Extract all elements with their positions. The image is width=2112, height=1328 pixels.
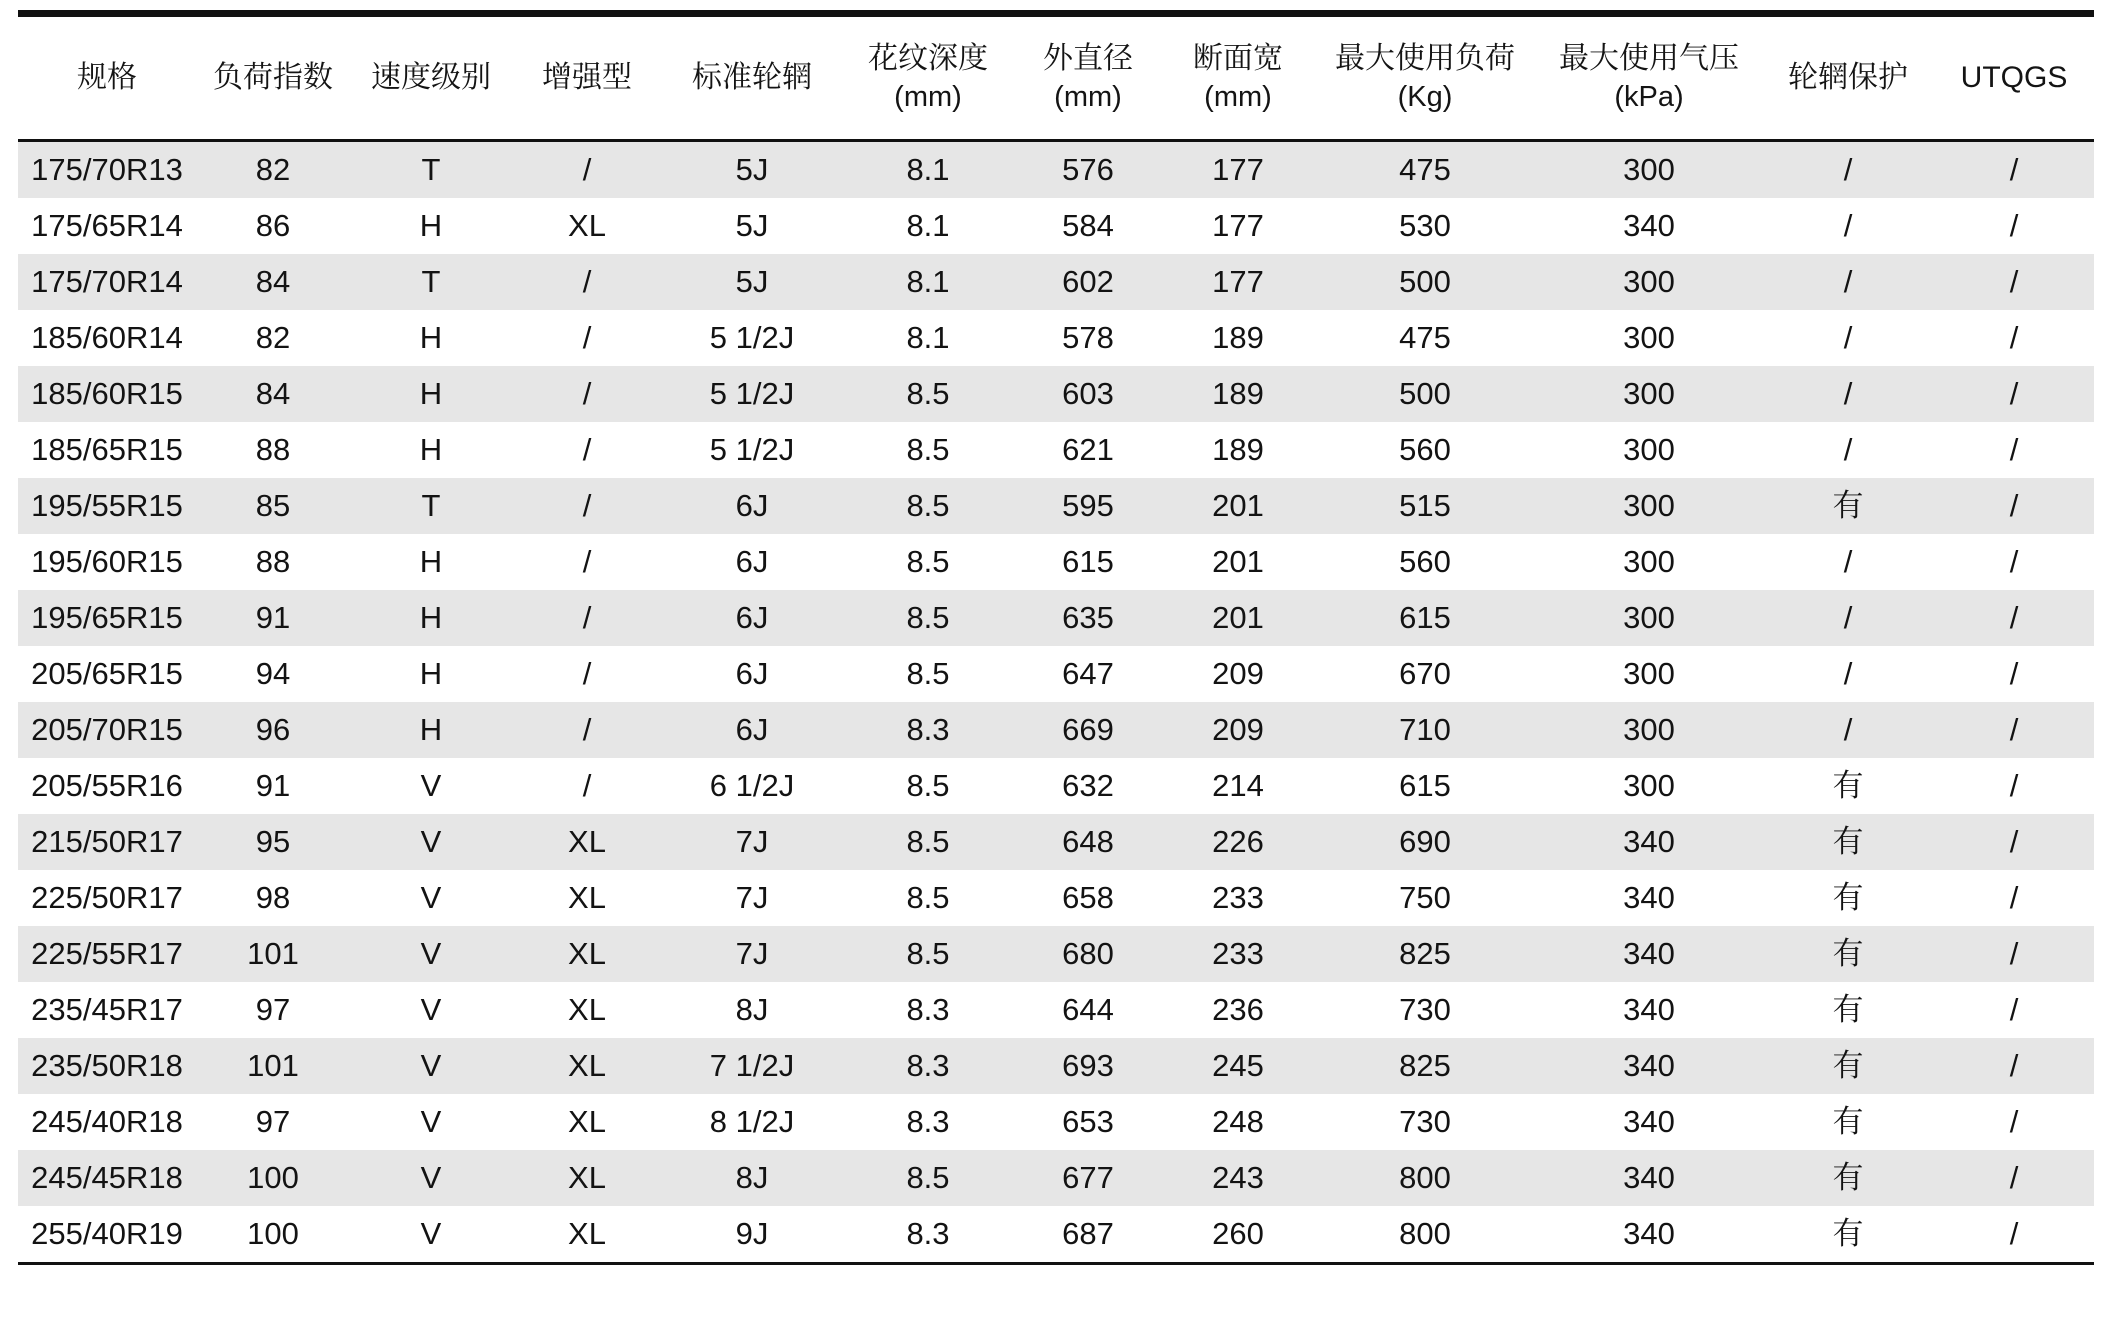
table-cell: /: [512, 702, 662, 758]
table-cell: 578: [1062, 320, 1114, 356]
table-cell: 255/40R19: [18, 1206, 196, 1264]
table-cell: 226: [1162, 814, 1314, 870]
table-cell: /: [582, 768, 592, 804]
table-cell: 8 1/2J: [709, 1104, 795, 1140]
table-cell: 91: [255, 768, 291, 804]
table-cell: H: [350, 590, 512, 646]
table-cell: XL: [568, 880, 606, 916]
table-cell: /: [1843, 208, 1853, 244]
table-cell: 201: [1162, 590, 1314, 646]
table-cell: 6J: [735, 656, 769, 692]
table-cell: 340: [1536, 1206, 1762, 1264]
table-cell: V: [350, 1206, 512, 1264]
table-cell: 7J: [662, 926, 842, 982]
table-cell: 235/50R18: [18, 1038, 196, 1094]
table-row: [18, 814, 2094, 870]
table-cell: 84: [196, 366, 350, 422]
table-cell: 8.5: [842, 926, 1014, 982]
table-cell: 669: [1014, 702, 1162, 758]
table-cell: /: [582, 432, 592, 468]
table-cell: 177: [1162, 141, 1314, 199]
table-cell: 8.5: [842, 478, 1014, 534]
column-header-3: [512, 14, 662, 141]
table-cell: 209: [1212, 656, 1264, 692]
table-cell: /: [2009, 992, 2019, 1028]
table-cell: 195/55R15: [18, 478, 196, 534]
table-cell: 300: [1536, 366, 1762, 422]
column-header-label: 速度级别: [371, 60, 491, 94]
table-cell: XL: [568, 208, 606, 244]
table-cell: 97: [255, 1104, 291, 1140]
column-header-label: 轮辋保护: [1788, 60, 1908, 94]
column-header-unit: (mm): [1204, 80, 1272, 113]
table-row: [18, 646, 2094, 702]
table-cell: 233: [1162, 926, 1314, 982]
table-cell: 800: [1314, 1150, 1536, 1206]
table-cell: 260: [1162, 1206, 1314, 1264]
table-cell: 225/55R17: [18, 926, 196, 982]
table-cell: 8.5: [906, 880, 950, 916]
table-cell: /: [1843, 656, 1853, 692]
table-cell: 有: [1762, 478, 1934, 534]
table-cell: H: [419, 656, 443, 692]
table-cell: 8.1: [842, 254, 1014, 310]
table-cell: 195/65R15: [18, 590, 196, 646]
table-row: [18, 590, 2094, 646]
table-cell: 100: [196, 1150, 350, 1206]
table-cell: 有: [1832, 1104, 1864, 1140]
table-cell: 340: [1623, 1104, 1675, 1140]
column-header-2: [350, 14, 512, 141]
table-row: [18, 926, 2094, 982]
table-cell: 8.3: [842, 702, 1014, 758]
table-cell: 750: [1399, 880, 1451, 916]
table-cell: 8.5: [842, 366, 1014, 422]
table-row: [18, 1150, 2094, 1206]
table-cell: 205/70R15: [18, 702, 196, 758]
table-cell: 6J: [662, 702, 842, 758]
table-cell: 5J: [662, 254, 842, 310]
table-cell: V: [350, 926, 512, 982]
table-cell: /: [1934, 1206, 2094, 1264]
table-cell: /: [2009, 656, 2019, 692]
table-cell: /: [1934, 926, 2094, 982]
table-cell: 189: [1162, 366, 1314, 422]
column-header-1: [196, 14, 350, 141]
table-cell: 177: [1212, 208, 1264, 244]
table-cell: 800: [1314, 1206, 1536, 1264]
table-cell: 177: [1162, 254, 1314, 310]
table-cell: 560: [1399, 544, 1451, 580]
table-cell: 91: [196, 590, 350, 646]
table-cell: 648: [1014, 814, 1162, 870]
table-cell: 615: [1062, 544, 1114, 580]
column-header-label: 负荷指数: [213, 60, 333, 94]
table-cell: 653: [1062, 1104, 1114, 1140]
column-header-8: [1314, 14, 1536, 141]
column-header-label: 增强型: [542, 60, 632, 94]
column-header-unit: (Kg): [1397, 80, 1453, 113]
table-cell: 101: [196, 926, 350, 982]
table-cell: 658: [1062, 880, 1114, 916]
table-cell: 300: [1536, 590, 1762, 646]
table-row: [18, 478, 2094, 534]
table-cell: /: [512, 141, 662, 199]
tire-spec-sheet: [0, 10, 2112, 1328]
table-cell: 635: [1014, 590, 1162, 646]
table-cell: 602: [1014, 254, 1162, 310]
table-row: [18, 310, 2094, 366]
table-cell: 615: [1314, 590, 1536, 646]
table-cell: 621: [1062, 432, 1114, 468]
table-cell: 730: [1399, 1104, 1451, 1140]
table-cell: /: [2009, 544, 2019, 580]
table-cell: 340: [1536, 1038, 1762, 1094]
table-cell: 88: [255, 432, 291, 468]
table-cell: 8.5: [842, 1150, 1014, 1206]
column-header-label: 外直径: [1043, 42, 1133, 76]
table-cell: 88: [255, 544, 291, 580]
table-cell: 175/65R14: [31, 208, 183, 244]
table-cell: /: [2009, 880, 2019, 916]
table-cell: XL: [512, 1150, 662, 1206]
table-cell: XL: [512, 926, 662, 982]
table-cell: 8.5: [906, 768, 950, 804]
table-cell: /: [512, 590, 662, 646]
table-cell: /: [1934, 478, 2094, 534]
table-cell: 245/40R18: [31, 1104, 183, 1140]
table-cell: /: [1762, 141, 1934, 199]
table-cell: 有: [1832, 768, 1864, 804]
table-cell: /: [1934, 590, 2094, 646]
column-header-label: 规格: [77, 60, 137, 94]
table-cell: 6J: [662, 590, 842, 646]
table-cell: 300: [1536, 141, 1762, 199]
table-cell: 101: [196, 1038, 350, 1094]
table-cell: 8J: [735, 992, 769, 1028]
table-cell: 603: [1014, 366, 1162, 422]
table-cell: /: [1843, 320, 1853, 356]
table-cell: 340: [1536, 1150, 1762, 1206]
header-row: [18, 14, 2094, 141]
table-cell: XL: [512, 814, 662, 870]
table-cell: H: [350, 366, 512, 422]
table-cell: 189: [1212, 320, 1264, 356]
table-cell: 有: [1762, 814, 1934, 870]
table-cell: XL: [512, 1206, 662, 1264]
table-cell: 340: [1623, 992, 1675, 1028]
table-row: [18, 1038, 2094, 1094]
table-cell: /: [1843, 544, 1853, 580]
table-cell: 有: [1762, 1150, 1934, 1206]
column-header-4: [662, 14, 842, 141]
table-cell: /: [2009, 432, 2019, 468]
table-cell: /: [1762, 702, 1934, 758]
table-cell: T: [350, 254, 512, 310]
table-cell: 185/65R15: [31, 432, 183, 468]
table-row: [18, 366, 2094, 422]
table-cell: 有: [1762, 926, 1934, 982]
table-cell: T: [350, 478, 512, 534]
table-cell: 340: [1536, 814, 1762, 870]
table-cell: 82: [196, 141, 350, 199]
table-cell: /: [1762, 254, 1934, 310]
table-cell: XL: [568, 1104, 606, 1140]
table-cell: 175/70R14: [18, 254, 196, 310]
table-row: [18, 702, 2094, 758]
table-cell: /: [1934, 141, 2094, 199]
table-cell: /: [512, 478, 662, 534]
column-header-10: [1762, 14, 1934, 141]
table-cell: 300: [1623, 656, 1675, 692]
table-cell: XL: [568, 992, 606, 1028]
table-cell: 5 1/2J: [709, 432, 795, 468]
table-cell: 8.5: [842, 590, 1014, 646]
table-cell: 85: [196, 478, 350, 534]
table-row: [18, 758, 2094, 814]
table-cell: /: [1934, 366, 2094, 422]
table-cell: /: [1762, 590, 1934, 646]
table-cell: H: [419, 320, 443, 356]
table-cell: 5 1/2J: [709, 320, 795, 356]
table-cell: 245: [1162, 1038, 1314, 1094]
table-cell: V: [420, 1104, 442, 1140]
table-cell: 84: [196, 254, 350, 310]
table-cell: /: [512, 254, 662, 310]
table-cell: 825: [1314, 1038, 1536, 1094]
table-cell: 86: [255, 208, 291, 244]
column-header-9: [1536, 14, 1762, 141]
table-cell: 185/60R14: [31, 320, 183, 356]
table-row: [18, 254, 2094, 310]
table-cell: 500: [1314, 254, 1536, 310]
table-cell: V: [350, 1038, 512, 1094]
table-cell: 215/50R17: [18, 814, 196, 870]
column-header-label: 花纹深度: [868, 42, 988, 76]
table-cell: 8.1: [906, 320, 950, 356]
table-cell: 94: [255, 656, 291, 692]
table-cell: 475: [1314, 141, 1536, 199]
table-cell: 5 1/2J: [662, 366, 842, 422]
table-cell: 515: [1314, 478, 1536, 534]
table-cell: 有: [1762, 1038, 1934, 1094]
table-cell: XL: [512, 1038, 662, 1094]
table-cell: 189: [1212, 432, 1264, 468]
column-header-5: [842, 14, 1014, 141]
table-cell: 225/50R17: [31, 880, 183, 916]
column-header-label: 最大使用气压: [1559, 42, 1739, 76]
column-header-6: [1014, 14, 1162, 141]
table-row: [18, 982, 2094, 1038]
table-cell: /: [2009, 768, 2019, 804]
table-cell: V: [350, 1150, 512, 1206]
table-cell: 235/45R17: [31, 992, 183, 1028]
table-cell: 560: [1399, 432, 1451, 468]
table-body: [18, 141, 2094, 1264]
table-row: [18, 1206, 2094, 1264]
table-cell: 7J: [662, 814, 842, 870]
column-header-7: [1162, 14, 1314, 141]
table-cell: 677: [1014, 1150, 1162, 1206]
table-cell: 8J: [662, 1150, 842, 1206]
table-cell: V: [350, 814, 512, 870]
table-cell: 300: [1623, 432, 1675, 468]
table-cell: /: [1762, 366, 1934, 422]
table-cell: /: [2009, 1104, 2019, 1140]
table-cell: /: [1934, 702, 2094, 758]
tire-specification-table: [18, 10, 2094, 1265]
table-cell: 825: [1314, 926, 1536, 982]
table-cell: H: [419, 432, 443, 468]
table-cell: 7J: [735, 880, 769, 916]
table-cell: 710: [1314, 702, 1536, 758]
table-cell: /: [582, 320, 592, 356]
table-cell: 8.5: [842, 814, 1014, 870]
table-header: [18, 14, 2094, 141]
table-cell: 576: [1014, 141, 1162, 199]
table-cell: 209: [1162, 702, 1314, 758]
table-cell: 8.1: [906, 208, 950, 244]
table-cell: 有: [1832, 880, 1864, 916]
table-cell: /: [512, 366, 662, 422]
column-header-label: UTQGS: [1960, 60, 2068, 94]
table-cell: 615: [1399, 768, 1451, 804]
column-header-11: [1934, 14, 2094, 141]
table-cell: 500: [1314, 366, 1536, 422]
table-row: [18, 198, 2094, 254]
table-cell: 8.3: [842, 1206, 1014, 1264]
table-cell: 693: [1014, 1038, 1162, 1094]
table-cell: H: [419, 208, 443, 244]
table-row: [18, 1094, 2094, 1150]
table-cell: /: [1934, 814, 2094, 870]
column-header-unit: (kPa): [1614, 80, 1684, 113]
table-cell: 175/70R13: [18, 141, 196, 199]
table-cell: 584: [1062, 208, 1114, 244]
table-cell: 595: [1014, 478, 1162, 534]
table-cell: 340: [1623, 208, 1675, 244]
table-cell: 8.1: [842, 141, 1014, 199]
table-cell: 5J: [735, 208, 769, 244]
table-cell: /: [582, 656, 592, 692]
table-cell: 690: [1314, 814, 1536, 870]
table-cell: 214: [1212, 768, 1264, 804]
table-cell: 有: [1762, 1206, 1934, 1264]
table-cell: V: [420, 880, 442, 916]
column-header-label: 标准轮辋: [692, 60, 812, 94]
table-cell: 243: [1162, 1150, 1314, 1206]
table-cell: 632: [1062, 768, 1114, 804]
table-cell: 647: [1062, 656, 1114, 692]
table-cell: 8.5: [906, 656, 950, 692]
column-header-0: [18, 14, 196, 141]
table-cell: 245/45R18: [18, 1150, 196, 1206]
table-cell: 96: [196, 702, 350, 758]
table-cell: 236: [1212, 992, 1264, 1028]
table-cell: 7 1/2J: [662, 1038, 842, 1094]
table-cell: 300: [1623, 320, 1675, 356]
table-cell: 8.5: [906, 544, 950, 580]
table-cell: 8.3: [906, 992, 950, 1028]
table-cell: /: [1843, 432, 1853, 468]
table-cell: 205/65R15: [31, 656, 183, 692]
table-cell: 730: [1399, 992, 1451, 1028]
table-row: [18, 422, 2094, 478]
table-cell: 95: [196, 814, 350, 870]
table-cell: 340: [1536, 926, 1762, 982]
table-cell: 233: [1212, 880, 1264, 916]
table-row: [18, 870, 2094, 926]
table-cell: /: [582, 544, 592, 580]
column-header-unit: (mm): [1054, 80, 1122, 113]
table-cell: 82: [255, 320, 291, 356]
column-header-label: 断面宽: [1193, 42, 1283, 76]
table-cell: 6 1/2J: [709, 768, 795, 804]
table-cell: 9J: [662, 1206, 842, 1264]
table-cell: 195/60R15: [31, 544, 183, 580]
table-cell: 5J: [662, 141, 842, 199]
table-cell: /: [2009, 208, 2019, 244]
table-cell: 8.3: [906, 1104, 950, 1140]
table-cell: 680: [1014, 926, 1162, 982]
table-cell: V: [420, 768, 442, 804]
table-cell: 8.3: [842, 1038, 1014, 1094]
table-cell: 6J: [735, 544, 769, 580]
table-cell: H: [350, 702, 512, 758]
table-cell: 201: [1212, 544, 1264, 580]
table-row: [18, 141, 2094, 199]
table-cell: 6J: [662, 478, 842, 534]
table-cell: 530: [1399, 208, 1451, 244]
table-cell: 300: [1536, 254, 1762, 310]
table-cell: 300: [1623, 768, 1675, 804]
table-cell: 100: [196, 1206, 350, 1264]
column-header-unit: (mm): [894, 80, 962, 113]
table-cell: 98: [255, 880, 291, 916]
table-cell: H: [419, 544, 443, 580]
table-cell: 300: [1536, 702, 1762, 758]
table-cell: 687: [1014, 1206, 1162, 1264]
table-cell: /: [1934, 1038, 2094, 1094]
table-cell: 644: [1062, 992, 1114, 1028]
table-cell: 340: [1623, 880, 1675, 916]
table-cell: /: [2009, 320, 2019, 356]
table-cell: 248: [1212, 1104, 1264, 1140]
column-header-label: 最大使用负荷: [1335, 42, 1515, 76]
table-cell: /: [1934, 1150, 2094, 1206]
table-cell: 670: [1399, 656, 1451, 692]
table-cell: 300: [1536, 478, 1762, 534]
table-cell: 475: [1399, 320, 1451, 356]
table-cell: 185/60R15: [18, 366, 196, 422]
table-cell: 205/55R16: [31, 768, 183, 804]
table-row: [18, 534, 2094, 590]
table-cell: T: [350, 141, 512, 199]
table-cell: V: [420, 992, 442, 1028]
table-cell: 有: [1832, 992, 1864, 1028]
table-cell: 97: [255, 992, 291, 1028]
table-cell: /: [1934, 254, 2094, 310]
table-cell: 8.5: [906, 432, 950, 468]
table-cell: 201: [1162, 478, 1314, 534]
table-cell: 300: [1623, 544, 1675, 580]
